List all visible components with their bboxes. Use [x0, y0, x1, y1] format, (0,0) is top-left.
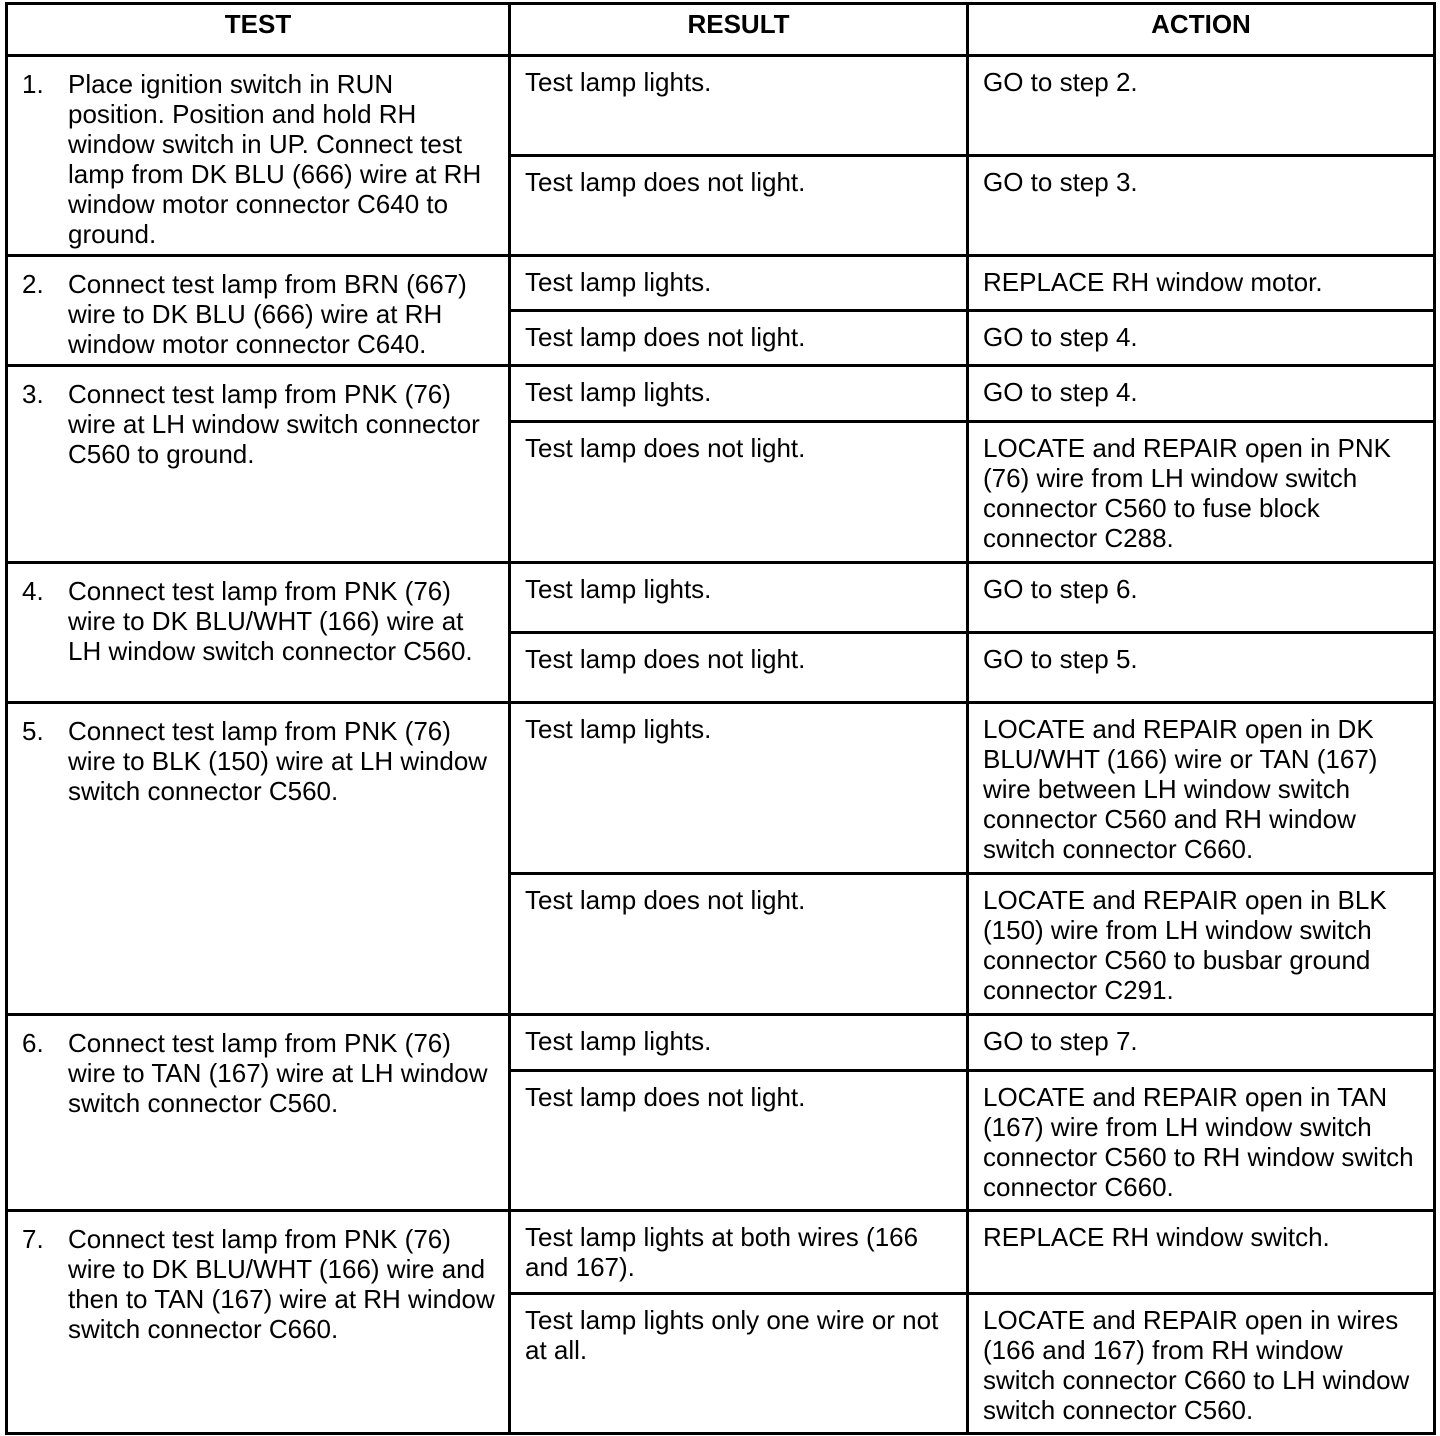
test-cell	[7, 1015, 510, 1211]
result-cell: Test lamp does not light.	[510, 1071, 968, 1211]
action-cell: GO to step 3.	[968, 156, 1435, 256]
result-cell: Test lamp lights.	[510, 56, 968, 156]
test-text: Connect test lamp from PNK (76) wire at LH window switch connector C560 to ground.	[68, 379, 480, 469]
test-cell	[7, 703, 510, 1015]
result-cell: Test lamp does not light.	[510, 422, 968, 563]
step-number: 2.	[22, 269, 44, 299]
test-cell	[7, 563, 510, 703]
result-cell: Test lamp does not light.	[510, 874, 968, 1015]
test-cell	[7, 56, 510, 256]
action-cell: GO to step 4.	[968, 366, 1435, 422]
step-number: 5.	[22, 716, 44, 746]
test-text: Connect test lamp from PNK (76) wire to DK BLU/WHT (166) wire and then to TAN (167) wire at RH window switch connector C660.	[68, 1224, 495, 1344]
result-cell: Test lamp lights.	[510, 703, 968, 874]
step-number: 1.	[22, 69, 44, 99]
result-cell: Test lamp does not light.	[510, 633, 968, 703]
action-cell: LOCATE and REPAIR open in TAN (167) wire from LH window switch connector C560 to RH window switch connector C660.	[968, 1071, 1435, 1211]
table-row	[7, 1015, 1435, 1071]
diagnostic-table	[5, 2, 1436, 1435]
result-cell: Test lamp lights.	[510, 563, 968, 633]
action-cell: GO to step 5.	[968, 633, 1435, 703]
header-result: RESULT	[510, 4, 968, 56]
result-cell: Test lamp lights.	[510, 256, 968, 311]
test-text: Connect test lamp from PNK (76) wire to DK BLU/WHT (166) wire at LH window switch connector C560.	[68, 576, 473, 666]
table-row	[7, 703, 1435, 874]
test-cell	[7, 366, 510, 563]
result-cell: Test lamp lights.	[510, 366, 968, 422]
action-cell: LOCATE and REPAIR open in BLK (150) wire from LH window switch connector C560 to busbar ground connector C291.	[968, 874, 1435, 1015]
result-cell: Test lamp does not light.	[510, 311, 968, 366]
step-number: 3.	[22, 379, 44, 409]
step-number: 7.	[22, 1224, 44, 1254]
result-cell: Test lamp lights.	[510, 1015, 968, 1071]
header-action: ACTION	[968, 4, 1435, 56]
test-text: Connect test lamp from PNK (76) wire to BLK (150) wire at LH window switch connector C560.	[68, 716, 488, 806]
step-number: 6.	[22, 1028, 44, 1058]
table-row	[7, 563, 1435, 633]
test-cell	[7, 256, 510, 366]
table-row	[7, 1211, 1435, 1294]
action-cell: LOCATE and REPAIR open in DK BLU/WHT (166) wire or TAN (167) wire between LH window switch connector C560 and RH window switch connector C660.	[968, 703, 1435, 874]
header-row	[7, 4, 1435, 56]
result-cell: Test lamp does not light.	[510, 156, 968, 256]
result-cell: Test lamp lights only one wire or not at all.	[510, 1294, 968, 1434]
action-cell: LOCATE and REPAIR open in wires (166 and 167) from RH window switch connector C660 to LH window switch connector C560.	[968, 1294, 1435, 1434]
action-cell: GO to step 7.	[968, 1015, 1435, 1071]
action-cell: GO to step 6.	[968, 563, 1435, 633]
step-number: 4.	[22, 576, 44, 606]
table-row	[7, 366, 1435, 422]
result-cell: Test lamp lights at both wires (166 and 167).	[510, 1211, 968, 1294]
test-text: Place ignition switch in RUN position. Position and hold RH window switch in UP. Connect test lamp from DK BLU (666) wire at RH window motor connector C640 to ground.	[68, 69, 482, 249]
action-cell: LOCATE and REPAIR open in PNK (76) wire from LH window switch connector C560 to fuse block connector C288.	[968, 422, 1435, 563]
test-text: Connect test lamp from PNK (76) wire to TAN (167) wire at LH window switch connector C560.	[68, 1028, 488, 1118]
action-cell: REPLACE RH window motor.	[968, 256, 1435, 311]
header-test: TEST	[7, 4, 510, 56]
test-text: Connect test lamp from BRN (667) wire to DK BLU (666) wire at RH window motor connector C640.	[68, 269, 467, 359]
action-cell: GO to step 4.	[968, 311, 1435, 366]
table-row	[7, 56, 1435, 156]
action-cell: REPLACE RH window switch.	[968, 1211, 1435, 1294]
table-row	[7, 256, 1435, 311]
action-cell: GO to step 2.	[968, 56, 1435, 156]
test-cell	[7, 1211, 510, 1434]
